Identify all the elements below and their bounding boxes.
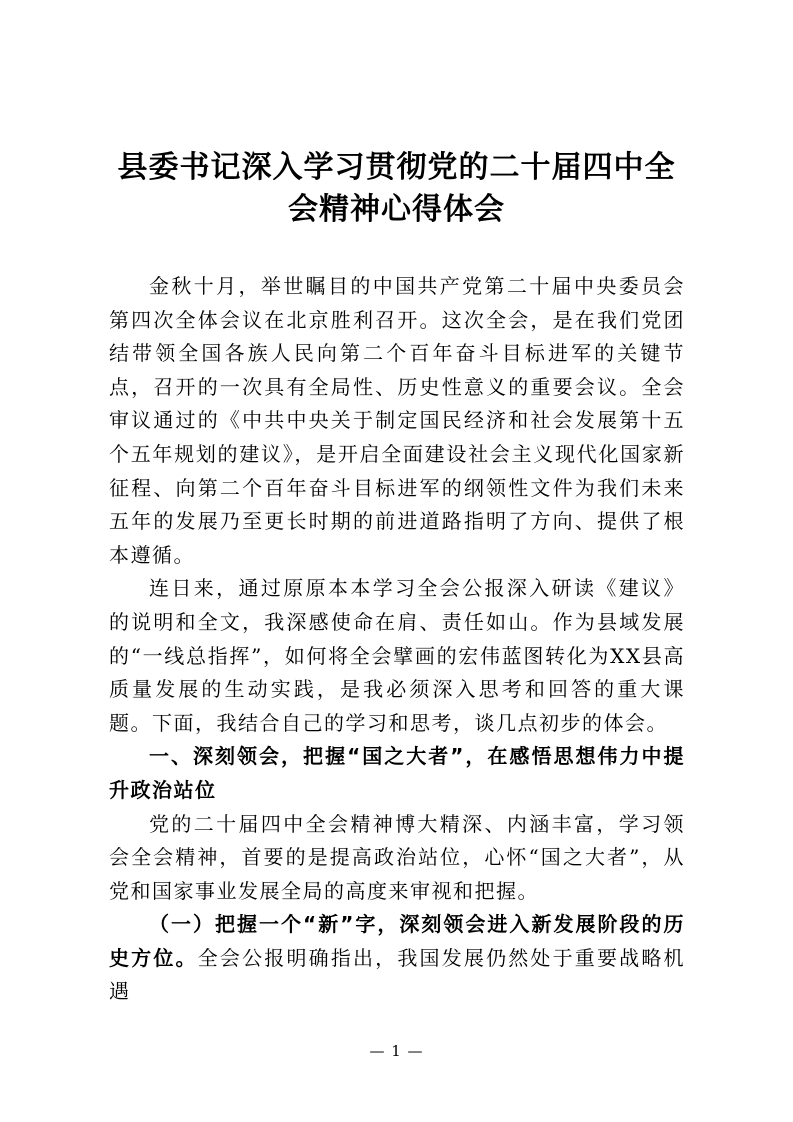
section-heading-1: 一、深刻领会，把握“国之大者”，在感悟思想伟力中提升政治站位 [109,744,685,802]
document-title-line-2: 会精神心得体会 [288,192,505,227]
document-body [109,270,685,1009]
subsection-text-1: 全会公报明确指出，我国发展仍然处于重要战略机遇 [109,945,686,1004]
page-number: — 1 — [369,1042,424,1060]
subsection-paragraph-1 [109,908,685,1009]
paragraph-intro: 金秋十月，举世瞩目的中国共产党第二十届中央委员会第四次全体会议在北京胜利召开。这次全会，是在我们党团结带领全国各族人民向第二个百年奋斗目标进军的关键节点，召开的一次具有全局性、历史性意义的重要会议。全会审议通过的《中共中央关于制定国民经济和社会发展第十五个五年规划的建议》，是开启全面建设社会主义现代化国家新征程、向第二个百年奋斗目标进军的纲领性文件为我们未来五年的发展乃至更长时期的前进道路指明了方向、提供了根本遵循。 [109,274,685,567]
section-1-paragraph: 党的二十届四中全会精神博大精深、内涵丰富，学习领会全会精神，首要的是提高政治站位，心怀“国之大者”，从党和国家事业发展全局的高度来审视和把握。 [109,811,685,903]
subsection-heading-1: （一）把握一个“新”字，深刻领会进入新发展阶段的历史方位。 [109,912,685,970]
paragraph-reflection: 连日来，通过原原本本学习全会公报深入研读《建议》的说明和全文，我深感使命在肩、责任如山。作为县域发展的“一线总指挥”，如何将全会擘画的宏伟蓝图转化为XX县高质量发展的生动实践，是我必须深入思考和回答的重大课题。下面，我结合自己的学习和思考，谈几点初步的体会。 [109,576,685,735]
document-title-line-1: 县委书记深入学习贯彻党的二十届四中全 [117,150,676,185]
